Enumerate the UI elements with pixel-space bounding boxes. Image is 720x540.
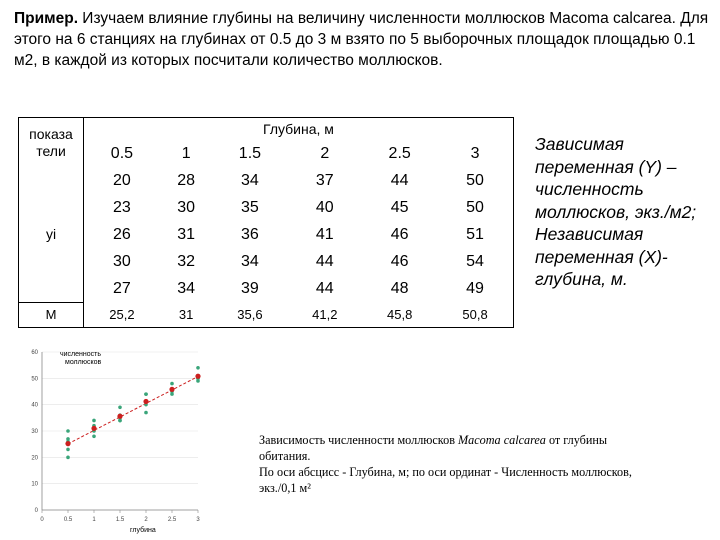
x-tick-label: 1: [92, 517, 96, 523]
depth-cell: 2: [320, 145, 330, 163]
data-point: [92, 419, 96, 423]
value-cell: 34: [241, 172, 259, 190]
mean-point: [117, 414, 122, 419]
intro-paragraph: [14, 8, 709, 71]
value-cell: 36: [241, 225, 259, 243]
y-axis-label: [60, 351, 102, 366]
value-cell: 34: [241, 252, 259, 270]
y-axis-label-line: численность: [60, 351, 102, 358]
value-cell: 44: [315, 279, 334, 297]
y-tick-label: 60: [31, 350, 38, 356]
data-point: [144, 411, 148, 415]
intro-text: Изучаем влияние глубины на величину численности моллюсков Macoma calcarea. Для этого на 6 станциях на глубинах от 0.5 до 3 м взято по 5 выборочных площадок площадью 0.1 м2, в каждой из которых посчитали количество моллюсков.: [14, 10, 709, 69]
depth-cell: 1: [181, 145, 191, 163]
data-point: [196, 379, 200, 383]
depth-cell: 3: [470, 145, 480, 163]
value-cell: 28: [177, 172, 196, 190]
y-label: yi: [19, 168, 84, 302]
value-cell: 20: [113, 172, 131, 190]
scatter-chart: [20, 340, 220, 536]
x-tick-label: 0.5: [63, 517, 73, 523]
y-tick-label: 30: [31, 429, 38, 435]
mean-cell: 50,8: [462, 307, 488, 323]
mean-cell: 41,2: [312, 307, 338, 323]
caption-species: Macoma calcarea: [458, 433, 546, 447]
mean-cell: 45,8: [387, 307, 413, 323]
data-point: [170, 382, 174, 386]
intro-lead: Пример.: [14, 10, 78, 27]
y-tick-label: 40: [31, 402, 38, 409]
data-point: [144, 392, 148, 396]
data-point: [66, 437, 70, 441]
value-cell: 50: [466, 172, 484, 190]
value-cell: 34: [177, 279, 196, 297]
value-cell: 32: [177, 252, 196, 270]
value-cell: 23: [113, 198, 131, 216]
x-tick-label: 1.5: [115, 517, 125, 523]
mean-point: [195, 374, 200, 379]
data-point: [118, 419, 122, 423]
data-point: [66, 456, 70, 460]
value-cell: 51: [466, 225, 484, 243]
value-cell: 39: [241, 279, 259, 297]
depth-header: Глубина, м: [263, 121, 334, 138]
y-tick-label: 0: [34, 508, 38, 514]
data-point: [92, 434, 96, 438]
value-cell: 37: [315, 172, 334, 190]
depth-cell: 0.5: [110, 145, 134, 163]
mean-cell: 25,2: [109, 307, 135, 323]
value-cell: 27: [113, 279, 131, 297]
y-tick-label: 20: [31, 455, 38, 462]
value-cell: 44: [390, 172, 409, 190]
x-tick-label: 2.5: [167, 517, 177, 523]
variables-note: Зависимая переменная (Y) – численность моллюсков, экз./м2; Независимая переменная (X)- глубина, м.: [535, 134, 697, 289]
mean-cell: 31: [178, 307, 194, 323]
chart-caption: [259, 432, 659, 496]
value-cell: 54: [466, 252, 484, 270]
data-point: [196, 366, 200, 370]
mean-point: [143, 399, 148, 404]
mean-cell: 35,6: [237, 307, 263, 323]
mean-point: [169, 387, 174, 392]
value-cell: 41: [315, 225, 334, 243]
value-cell: 30: [177, 198, 196, 216]
depth-cell: 1.5: [238, 145, 262, 163]
caption-line2: По оси абсцисс - Глубина, м; по оси ординат - Численность моллюсков, экз./0,1 м²: [259, 465, 632, 495]
value-cell: 46: [390, 252, 409, 270]
corner-label: показа тели: [19, 118, 84, 168]
mean-point: [65, 441, 70, 446]
value-cell: 30: [113, 252, 131, 270]
data-point: [66, 448, 70, 452]
y-tick-label: 10: [31, 481, 38, 488]
value-cell: 26: [113, 225, 131, 243]
x-axis-label: глубина: [130, 527, 156, 534]
mean-point: [91, 426, 96, 431]
caption-part2: от глубины обитания.: [259, 433, 608, 463]
x-tick-label: 3: [196, 517, 200, 523]
value-cell: 50: [466, 198, 484, 216]
data-point: [118, 406, 122, 410]
y-axis-label-line: моллюсков: [65, 359, 102, 366]
data-point: [66, 429, 70, 433]
y-tick-label: 50: [31, 376, 38, 383]
value-cell: 35: [241, 198, 259, 216]
trend-line: [68, 376, 198, 443]
mean-label: M: [19, 302, 84, 327]
value-cell: 46: [390, 225, 409, 243]
depth-data-table: [18, 117, 514, 328]
value-cell: 48: [390, 279, 409, 297]
value-cell: 49: [466, 279, 484, 297]
x-tick-label: 0: [40, 517, 44, 523]
caption-part1: Зависимость численности моллюсков: [259, 433, 458, 447]
value-cell: 40: [315, 198, 334, 216]
value-cell: 31: [177, 225, 196, 243]
depth-cell: 2.5: [388, 145, 411, 163]
value-cell: 45: [390, 198, 409, 216]
value-cell: 44: [315, 252, 334, 270]
x-tick-label: 2: [144, 517, 148, 523]
